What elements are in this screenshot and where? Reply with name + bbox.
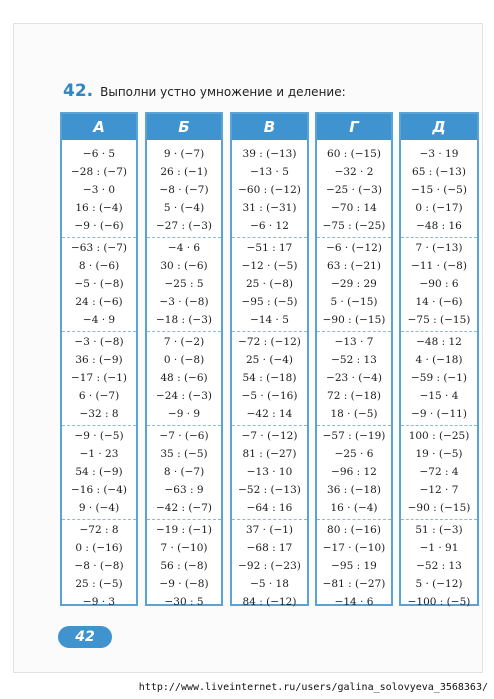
expression: −15 · (−5)	[411, 184, 467, 196]
expression: −72 : 8	[79, 524, 119, 536]
expression: 9 · (−4)	[78, 502, 120, 514]
expression-group	[62, 238, 136, 332]
expression: −13 · 5	[250, 166, 289, 178]
expression: −64 : 16	[246, 502, 293, 514]
expression-group	[317, 520, 391, 613]
expression: −57 : (−19)	[322, 430, 386, 442]
expression: 81 : (−27)	[242, 448, 297, 460]
expression: 7 · (−13)	[415, 242, 463, 254]
expression: −63 : (−7)	[70, 242, 128, 254]
expression: −8 · (−7)	[159, 184, 209, 196]
task-number: 42.	[63, 81, 94, 101]
expression: −100 : (−5)	[407, 596, 471, 608]
expression: −23 · (−4)	[326, 372, 382, 384]
expression: 54 : (−9)	[75, 466, 123, 478]
expression: −29 : 29	[331, 278, 377, 290]
expression: −12 · (−5)	[241, 260, 298, 272]
expression: −17 · (−10)	[322, 542, 386, 554]
expression: −28 : (−7)	[70, 166, 128, 178]
expression: −90 : 6	[419, 278, 459, 290]
expression: −24 : (−3)	[155, 390, 213, 402]
expression: −4 · 6	[167, 242, 201, 254]
column-header: Д	[401, 114, 477, 140]
expression: 51 : (−3)	[415, 524, 463, 536]
expression-group	[317, 332, 391, 426]
expression-group	[147, 238, 221, 332]
task-title: Выполни устно умножение и деление:	[100, 85, 346, 99]
expression: −1 · 23	[79, 448, 119, 460]
expression: 48 : (−6)	[160, 372, 208, 384]
expression: 100 : (−25)	[408, 430, 470, 442]
expression: 16 : (−4)	[75, 202, 123, 214]
expression-group	[62, 426, 136, 520]
column-header: Г	[317, 114, 391, 140]
expression: 9 · (−7)	[163, 148, 205, 160]
expression: 5 · (−12)	[415, 578, 463, 590]
expression: 8 · (−7)	[163, 466, 205, 478]
expression: −52 : (−13)	[238, 484, 301, 496]
expression: −27 : (−3)	[155, 220, 213, 232]
expression: −72 : (−12)	[238, 336, 301, 348]
expression-group	[401, 520, 477, 613]
expression-group	[401, 332, 477, 426]
column-header: Б	[147, 114, 221, 140]
expression: −72 : 4	[419, 466, 459, 478]
expression: −8 · (−8)	[74, 560, 124, 572]
expression: −5 · (−8)	[74, 278, 124, 290]
column-a	[60, 112, 138, 606]
expression: −25 · 6	[334, 448, 374, 460]
expression: −90 : (−15)	[407, 502, 471, 514]
expression: −7 · (−12)	[241, 430, 298, 442]
expression-group	[401, 238, 477, 332]
expression: 35 : (−5)	[160, 448, 208, 460]
expression: 8 · (−6)	[78, 260, 120, 272]
expression: −95 : (−5)	[241, 296, 298, 308]
column-g	[315, 112, 393, 606]
expression: −5 · (−16)	[241, 390, 298, 402]
expression: −17 : (−1)	[70, 372, 128, 384]
expression-group	[147, 144, 221, 238]
expression: 84 : (−12)	[242, 596, 297, 608]
expression: 36 : (−9)	[75, 354, 123, 366]
expression: 60 : (−15)	[327, 148, 381, 160]
expression: −7 · (−6)	[159, 430, 209, 442]
expression-group	[232, 144, 307, 238]
expression: −13 · 10	[246, 466, 293, 478]
expression-group	[232, 238, 307, 332]
expression: −42 : (−7)	[155, 502, 213, 514]
expression-group	[147, 426, 221, 520]
expression: −18 : (−3)	[155, 314, 213, 326]
expression: 36 : (−18)	[327, 484, 381, 496]
expression-group	[232, 332, 307, 426]
expression: −70 : 14	[331, 202, 377, 214]
expression: −9 · (−5)	[74, 430, 124, 442]
expression: 0 : (−16)	[75, 542, 123, 554]
expression: 6 · (−7)	[78, 390, 120, 402]
expression: −9 · (−6)	[74, 220, 124, 232]
expression-group	[62, 520, 136, 613]
expression: −30 : 5	[164, 596, 204, 608]
expression: 25 · (−4)	[245, 354, 294, 366]
expression: 65 : (−13)	[412, 166, 466, 178]
expression: −13 · 7	[334, 336, 374, 348]
expression: −68 : 17	[246, 542, 293, 554]
expression: −6 · 12	[250, 220, 289, 232]
expression: −9 · (−8)	[159, 578, 209, 590]
expression: −6 · 5	[82, 148, 116, 160]
column-body	[401, 140, 477, 613]
expression: 56 : (−8)	[160, 560, 208, 572]
expression: 80 : (−16)	[327, 524, 381, 536]
expression: −14 · 5	[250, 314, 289, 326]
expression: 54 : (−18)	[242, 372, 297, 384]
column-body	[317, 140, 391, 613]
expression: −52 : 13	[331, 354, 377, 366]
expression: 30 : (−6)	[160, 260, 208, 272]
expression-group	[62, 332, 136, 426]
expression: 18 · (−5)	[330, 408, 378, 420]
expression: −25 · (−3)	[326, 184, 382, 196]
expression: −96 : 12	[331, 466, 377, 478]
expression: 5 · (−4)	[163, 202, 205, 214]
expression: −4 · 9	[82, 314, 116, 326]
expression: 37 · (−1)	[245, 524, 294, 536]
expression: −1 · 91	[419, 542, 459, 554]
expression: −9 · (−11)	[411, 408, 467, 420]
expression: −63 : 9	[164, 484, 204, 496]
expression: 14 · (−6)	[415, 296, 463, 308]
expression: 25 : (−5)	[75, 578, 123, 590]
column-body	[147, 140, 221, 613]
expression: −5 · 18	[250, 578, 289, 590]
expression: −42 : 14	[246, 408, 293, 420]
expression: −14 · 6	[334, 596, 374, 608]
expression-group	[232, 426, 307, 520]
expression: 31 : (−31)	[242, 202, 297, 214]
expression: −95 : 19	[331, 560, 377, 572]
expression: −25 : 5	[164, 278, 204, 290]
expression: −51 : 17	[246, 242, 293, 254]
expression: 7 · (−2)	[163, 336, 205, 348]
expression: −90 : (−15)	[322, 314, 386, 326]
expression: 25 · (−8)	[245, 278, 294, 290]
expression: 0 · (−8)	[163, 354, 205, 366]
expression: 26 : (−1)	[160, 166, 208, 178]
expression: 16 · (−4)	[330, 502, 378, 514]
column-body	[62, 140, 136, 613]
expression-group	[232, 520, 307, 613]
expression: −11 · (−8)	[411, 260, 467, 272]
expression-group	[317, 426, 391, 520]
expression: −3 · 0	[82, 184, 116, 196]
expression-group	[401, 426, 477, 520]
expression: −12 · 7	[419, 484, 459, 496]
expression: −75 : (−25)	[322, 220, 386, 232]
expression-group	[401, 144, 477, 238]
expression: −9 · 9	[167, 408, 201, 420]
expression: −15 · 4	[419, 390, 459, 402]
expression: −59 : (−1)	[410, 372, 468, 384]
column-body	[232, 140, 307, 613]
expression: 39 : (−13)	[242, 148, 297, 160]
expression: −3 · (−8)	[74, 336, 124, 348]
column-header: А	[62, 114, 136, 140]
expression: −9 · 3	[82, 596, 116, 608]
expression: −81 : (−27)	[322, 578, 386, 590]
expression: −48 : 16	[416, 220, 462, 232]
expression: 19 · (−5)	[415, 448, 463, 460]
expression: 4 · (−18)	[415, 354, 463, 366]
expression-group	[147, 332, 221, 426]
expression: −48 : 12	[416, 336, 462, 348]
expression-group	[317, 144, 391, 238]
expression: −6 · (−12)	[326, 242, 382, 254]
column-d	[399, 112, 479, 606]
expression: 7 · (−10)	[160, 542, 208, 554]
expression: −3 · 19	[419, 148, 459, 160]
expression: −19 : (−1)	[155, 524, 213, 536]
expression: −3 · (−8)	[159, 296, 209, 308]
expression-group	[317, 238, 391, 332]
expression: −16 : (−4)	[70, 484, 128, 496]
expression: −75 : (−15)	[407, 314, 471, 326]
column-b	[145, 112, 223, 606]
expression: 24 : (−6)	[75, 296, 123, 308]
column-v	[230, 112, 309, 606]
expression: 63 : (−21)	[327, 260, 381, 272]
expression: −32 : 8	[79, 408, 119, 420]
expression: −92 : (−23)	[238, 560, 301, 572]
expression: 5 · (−15)	[330, 296, 378, 308]
expression-group	[62, 144, 136, 238]
page-number: 42	[58, 626, 112, 648]
column-header: В	[232, 114, 307, 140]
expression: −60 : (−12)	[238, 184, 301, 196]
expression-group	[147, 520, 221, 613]
task-header	[63, 81, 346, 101]
expression: 0 : (−17)	[415, 202, 463, 214]
expression: −52 : 13	[416, 560, 462, 572]
watermark-url: http://www.liveinternet.ru/users/galina_solovyeva_3568363/	[138, 682, 488, 693]
expression: −32 · 2	[334, 166, 374, 178]
expression: 72 : (−18)	[327, 390, 381, 402]
